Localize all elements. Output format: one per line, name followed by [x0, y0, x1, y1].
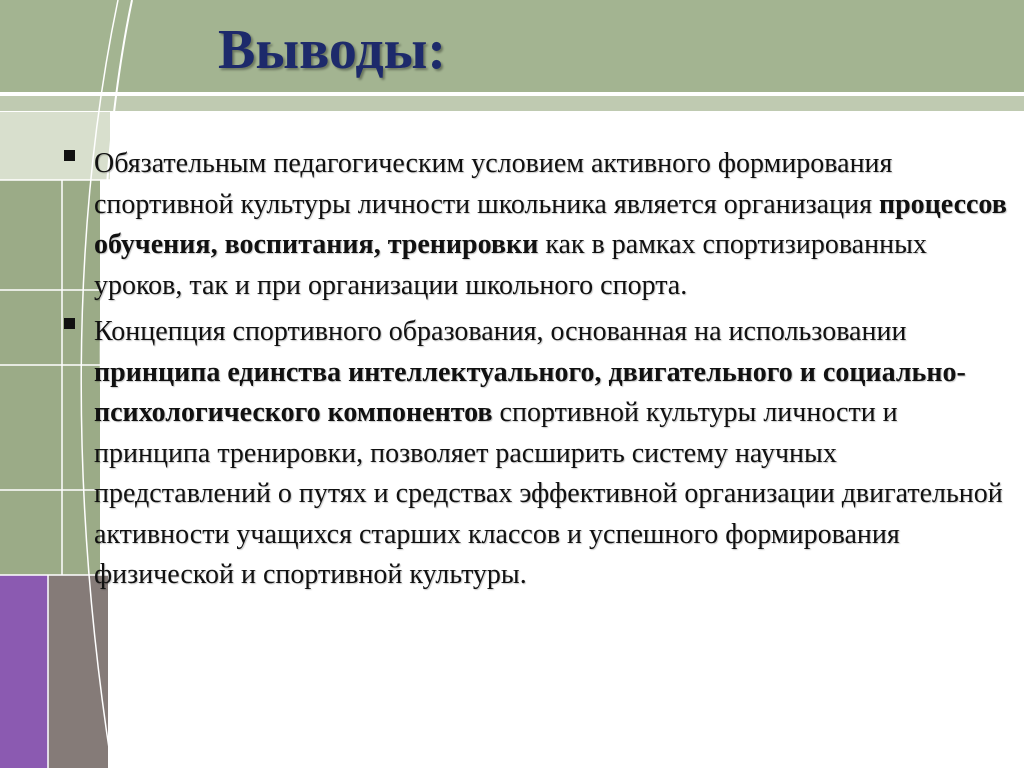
bullet-list — [94, 144, 1009, 602]
square-bullet-icon — [64, 150, 75, 161]
bullet-text: Обязательным педагогическим условием активного формирования спортивной культуры личности школьника является организация — [94, 148, 893, 220]
bullet-item — [94, 144, 1009, 306]
bullet-item — [94, 312, 1009, 596]
slide-title: Выводы: — [218, 19, 447, 81]
bullet-text: спортивной культуры личности и принципа тренировки, позволяет расширить систему научных представлений о путях и средствах эффективной организации двигательной активности учащихся старших классов и успешного формирования физической и спортивной культуры. — [94, 397, 1003, 590]
purple-block — [0, 575, 48, 768]
bullet-text-bold: процессов обучения, воспитания, тренировки — [94, 188, 1007, 260]
header-band — [0, 0, 1024, 92]
square-bullet-icon — [64, 318, 75, 329]
bullet-text: как в рамках спортизированных уроков, так и при организации школьного спорта. — [94, 229, 927, 301]
bullet-text: Концепция спортивного образования, основанная на использовании — [94, 316, 907, 347]
header-sub-band — [0, 96, 1024, 112]
bullet-text-bold: принципа единства интеллектуального, двигательного и социально-психологического компонентов — [94, 356, 966, 428]
